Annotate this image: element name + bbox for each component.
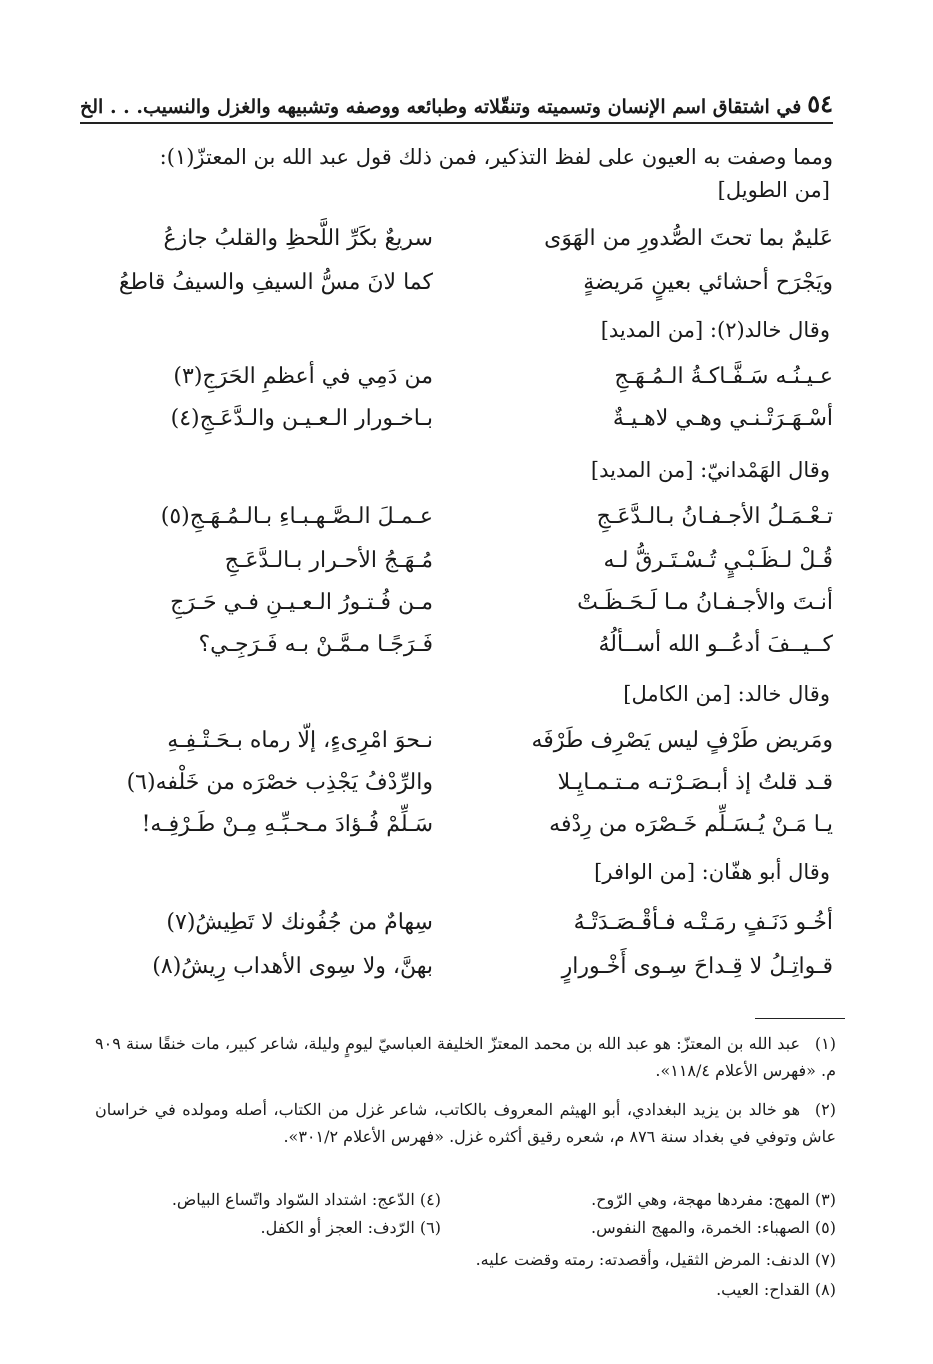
- footnote-row: [95, 1218, 836, 1246]
- poem-intro: وقال خالد(٢): [من المديد]: [600, 318, 830, 342]
- verse-first-hemistich: عَليمٌ بما تحتَ الصُّدورِ من الهَوَى: [544, 226, 833, 251]
- verse-second-hemistich: سريعٌ بكَرِّ اللَّحظِ والقلبُ جازعُ: [163, 226, 433, 251]
- verse-second-hemistich: فَـرَجًـا مـمَّـنْ بـه فَـرَجِـي؟: [198, 632, 433, 657]
- verse-first-hemistich: ويَجْرَح أحشائي بعينٍ مَريضةٍ: [583, 270, 833, 295]
- verse-first-hemistich: ومَريض طَرْفٍ ليس يَصْرِف طَرْفَه: [531, 728, 833, 753]
- footnote-6: (٦) الرّدف: العجز أو الكفل.: [260, 1218, 441, 1237]
- footnote-number: (١): [814, 1034, 836, 1053]
- footnote-text: هو خالد بن يزيد البغدادي، أبو الهيثم المعروف بالكاتب، شاعر غزل من الكتاب، أصله ومولده في خراسان عاش وتوفي في بغداد سنة ٨٧٦ م، شعره رقيق أكثره غزل. «فهرس الأعلام ٣٠١/٢».: [95, 1100, 836, 1146]
- verse: [135, 226, 833, 268]
- footnote-row: [95, 1250, 836, 1278]
- verse-second-hemistich: عـمـلَ الـصَّـهـبـاءِ بـالـمُـهَـجِ(٥): [160, 504, 433, 529]
- verse: [135, 548, 833, 590]
- verse: [135, 590, 833, 632]
- verse: [135, 910, 833, 952]
- verse-first-hemistich: أخُـو دَنَـفٍ رمَـتْـه فـأقْـصَـدَتْـهُ: [573, 910, 833, 935]
- verse-second-hemistich: بـاخـورار الـعـيـن والـدَّعَـجِ(٤): [170, 406, 433, 431]
- footnote-number: (٢): [814, 1100, 836, 1119]
- verse: [135, 364, 833, 406]
- verse-first-hemistich: قُـلْ لـظَـبْـيٍ تُـسْـتَـرقُّ لـه: [603, 548, 833, 573]
- verse: [135, 504, 833, 546]
- verse-second-hemistich: كما لانَ مسُّ السيفِ والسيفُ قاطعُ: [118, 270, 433, 295]
- footnote-7: (٧) الدنف: المرض الثقيل، وأقصدته: رمته وقضت عليه.: [475, 1250, 836, 1269]
- page-header: [80, 82, 833, 124]
- verse-second-hemistich: والرِّدْفُ يَجْذِب خصْرَه من خَلْفه(٦): [126, 770, 433, 795]
- verse-second-hemistich: مـن فُـتـورُ الـعـيـنِ فـي حَـرَجِ: [170, 590, 433, 615]
- verse-first-hemistich: يـا مَـنْ يُـسَـلِّم خَـصْرَه من رِدْفه: [549, 812, 833, 837]
- verse: [135, 954, 833, 996]
- poem-intro: وقال الهَمْدانيّ: [من المديد]: [590, 458, 830, 482]
- verse-first-hemistich: عـيـنُـه سَـفَّـاكـةُ الـمُـهَـجِ: [614, 364, 833, 389]
- footnote-separator: [755, 1018, 845, 1019]
- footnote-row: [95, 1190, 836, 1218]
- verse-second-hemistich: سِهامٌ من جُفُونك لا تَطِيشُ(٧): [166, 910, 433, 935]
- verse-first-hemistich: قـواتِـلُ لا قِـداحَ سِـوى أَخْـورارٍ: [561, 954, 833, 979]
- footnote-1: [95, 1030, 836, 1084]
- verse-first-hemistich: كــيــفَ أدعُــو الله أســألُهُ: [598, 632, 833, 657]
- verse-first-hemistich: قـد قلتُ إذ أبـصَـرْتـه مـتـمـايِـلا: [557, 770, 833, 795]
- footnote-8: (٨) القداح: العيب.: [716, 1280, 836, 1299]
- verse-first-hemistich: أسْـهَـرَتْـنـي وهـي لاهـيـةٌ: [612, 406, 833, 431]
- footnote-2: [95, 1096, 836, 1150]
- meter-label: [من الطويل]: [717, 178, 830, 202]
- verse: [126, 770, 833, 812]
- verse: [135, 812, 833, 854]
- verse: [135, 406, 833, 448]
- verse-first-hemistich: أنـتَ والأجـفـانُ مـا لَـحَـظَـتْ: [577, 590, 833, 615]
- intro-line: ومما وصفت به العيون على لفظ التذكير، فمن ذلك قول عبد الله بن المعتزّ(١):: [159, 145, 833, 169]
- verse: [118, 270, 833, 312]
- page-number: ٥٤: [807, 89, 833, 118]
- verse-second-hemistich: نـحوَ امْرِىءٍ، إلّا رماه بـحَـتْـفِـهِ: [167, 728, 433, 753]
- verse: [135, 632, 833, 674]
- verse-second-hemistich: بهنَّ، ولا سِوى الأهداب رِيشُ(٨): [152, 954, 433, 979]
- footnote-text: عبد الله بن المعتزّ: هو عبد الله بن محمد المعتزّ الخليفة العباسيّ ليومٍ وليلة، شاعر كبير، مات خنقًا سنة ٩٠٩ م. «فهرس الأعلام ١١٨/٤».: [95, 1034, 836, 1080]
- verse-first-hemistich: تـعْـمَـلُ الأجـفـانُ بـالـدَّعَـجِ: [596, 504, 833, 529]
- verse-second-hemistich: من دَمِي في أعظمِ الحَرَجِ(٣): [173, 364, 433, 389]
- footnote-row: [95, 1280, 836, 1308]
- poem-intro: وقال خالد: [من الكامل]: [623, 682, 830, 706]
- footnote-3: (٣) المهج: مفردها مهجة، وهي الرّوح.: [591, 1190, 836, 1209]
- running-title: في اشتقاق اسم الإنسان وتسميته وتنقّلاته وطبائعه ووصفه وتشبيهه والغزل والنسيب. . . الخ: [80, 96, 802, 118]
- verse-second-hemistich: مُـهَـجُ الأحـرار بـالـدَّعَـجِ: [224, 548, 433, 573]
- verse-second-hemistich: سَـلِّمْ فُـؤادَ مـحـبِّـهِ مِـنْ طَـرْفِـه!: [141, 812, 433, 837]
- footnote-5: (٥) الصهباء: الخمرة، والمهج النفوس.: [590, 1218, 836, 1237]
- footnote-4: (٤) الدّعج: اشتداد السّواد واتّساع البياض.: [171, 1190, 441, 1209]
- poem-intro: وقال أبو هفّان: [من الوافر]: [594, 860, 830, 884]
- verse: [135, 728, 833, 770]
